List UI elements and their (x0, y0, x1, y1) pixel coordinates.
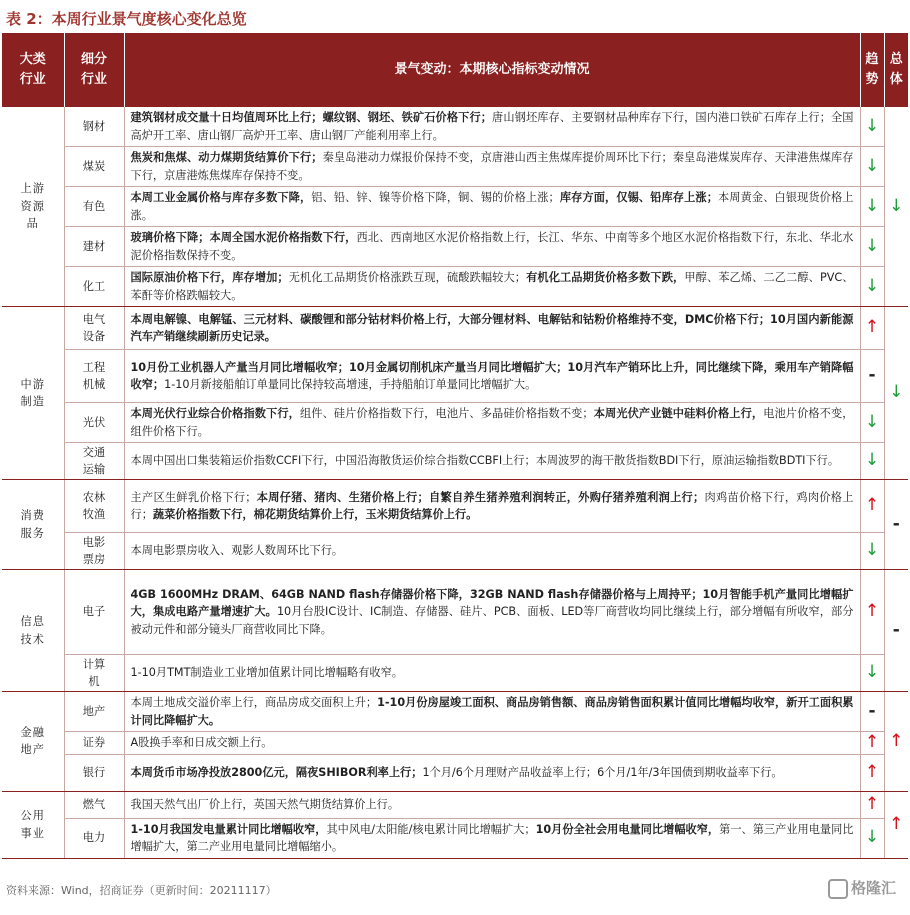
description-cell (124, 403, 860, 443)
body-text: 电池片价格不变，组件价格下行。 (130, 407, 854, 438)
arrow-up-icon: ↑ (864, 732, 880, 752)
highlight-text: 10月份工业机器人产量当月同比增幅收窄；10月金属切削机床产量当月同比增幅扩大；10月汽车产销环比上升，同比继续下降，乘用车产销降幅收窄； (130, 360, 854, 391)
category-cell: 公用 事业 (2, 791, 64, 858)
table-row (2, 655, 908, 692)
table-row (2, 754, 908, 791)
highlight-text: 焦炭和焦煤、动力煤期货结算价下行； (130, 151, 323, 164)
subcategory-cell: 燃气 (64, 791, 124, 818)
trend-cell (860, 791, 884, 818)
description-cell (124, 692, 860, 732)
arrow-down-icon: ↓ (864, 195, 880, 216)
header-trend: 趋 势 (860, 33, 884, 107)
description-cell (124, 818, 860, 858)
table-row (2, 570, 908, 655)
description-cell (124, 655, 860, 692)
trend-cell (860, 655, 884, 692)
total-cell (884, 480, 908, 570)
trend-cell (860, 533, 884, 570)
table-row (2, 480, 908, 533)
body-text: 1-10月TMT制造业工业增加值累计同比增幅略有收窄。 (130, 666, 403, 680)
arrow-down-icon: ↓ (864, 540, 880, 561)
highlight-text: 本周货币市场净投放2800亿元，隔夜SHIBOR利率上行； (130, 765, 423, 779)
dash-icon: - (868, 700, 876, 721)
trend-cell (860, 732, 884, 755)
table-row (2, 307, 908, 350)
body-text: 西北、西南地区水泥价格指数上行，长江、华东、中南等多个地区水泥价格指数下行，东北、华北水泥价格指数保持不变。 (130, 231, 854, 262)
body-text: 1-10月新接船舶订单量同比保持较高增速，手持船舶订单量同比增幅扩大。 (164, 378, 537, 391)
body-text: 铝、铅、锌、镍等价格下降，铜、锡的价格上涨； (311, 191, 560, 204)
highlight-text: 10月份全社会用电量同比增幅收窄， (535, 822, 720, 836)
description-cell (124, 533, 860, 570)
body-text: 本周土地成交溢价率上行，商品房成交面积上升； (130, 696, 378, 709)
table-row (2, 267, 908, 307)
subcategory-cell: 交通 运输 (64, 443, 124, 480)
category-cell: 消费 服务 (2, 480, 64, 570)
body-text: 主产区生鲜乳价格下行； (130, 490, 257, 504)
table-row (2, 107, 908, 147)
arrow-down-icon: ↓ (864, 450, 880, 471)
highlight-text: 本周光伏行业综合价格指数下行， (130, 407, 300, 420)
table-title: 表 2：本周行业景气度核心变化总览 (6, 10, 247, 28)
trend-cell (860, 147, 884, 187)
description-cell (124, 267, 860, 307)
industry-table (2, 33, 908, 859)
table-row (2, 732, 908, 755)
subcategory-cell: 电子 (64, 570, 124, 655)
table-row (2, 187, 908, 227)
description-cell (124, 350, 860, 403)
highlight-text: 1-10月我国发电量累计同比增幅收窄， (130, 822, 327, 836)
trend-cell (860, 443, 884, 480)
arrow-down-icon: ↓ (864, 235, 880, 256)
body-text: 唐山钢坯库存、主要钢材品种库存下行，国内港口铁矿石库存上行；全国高炉开工率、唐山钢厂高炉开工率、唐山钢厂产能利用率上行。 (130, 111, 854, 142)
total-cell (884, 570, 908, 692)
logo-icon (828, 879, 848, 899)
description-cell (124, 732, 860, 755)
body-text: 肉鸡苗价格下行，鸡肉价格上行； (130, 490, 854, 521)
description-cell (124, 791, 860, 818)
body-text: 本周黄金、白银现货价格上涨。 (130, 191, 854, 222)
trend-cell (860, 107, 884, 147)
arrow-down-icon: ↓ (864, 827, 880, 848)
table-row (2, 533, 908, 570)
category-cell: 上游 资源 品 (2, 107, 64, 307)
subcategory-cell: 煤炭 (64, 147, 124, 187)
category-cell: 中游 制造 (2, 307, 64, 480)
subcategory-cell: 地产 (64, 692, 124, 732)
arrow-up-icon: ↑ (889, 813, 904, 834)
body-text: 组件、硅片价格指数下行，电池片、多晶硅价格指数不变； (299, 407, 594, 420)
arrow-down-icon: ↓ (864, 411, 880, 432)
watermark-logo (828, 877, 896, 899)
subcategory-cell: 农林 牧渔 (64, 480, 124, 533)
arrow-up-icon: ↑ (864, 495, 880, 516)
body-text: 1个月/6个月理财产品收益率上行；6个月/1年/3年国债到期收益率下行。 (422, 765, 783, 779)
trend-cell (860, 692, 884, 732)
source-note: 资料来源：Wind，招商证券（更新时间：20211117） (6, 884, 277, 897)
highlight-text: 有机化工品期货价格多数下跌， (525, 271, 685, 284)
description-cell (124, 754, 860, 791)
body-text: 本周中国出口集装箱运价指数CCFI下行，中国沿海散货运价综合指数CCBFI上行；本周波罗的海干散货指数BDI下行，原油运输指数BDTI下行。 (130, 454, 840, 468)
subcategory-cell: 计算 机 (64, 655, 124, 692)
logo-text: 格隆汇 (850, 879, 896, 897)
table-body (2, 107, 908, 858)
arrow-down-icon: ↓ (864, 275, 880, 296)
trend-cell (860, 267, 884, 307)
highlight-text: 4GB 1600MHz DRAM、64GB NAND flash存储器价格下降，32GB NAND flash存储器价格与上周持平；10月智能手机产量同比增幅扩大，集成电路产量增速扩大。 (130, 587, 854, 619)
highlight-text: 自繁自养生猪养殖利润转正，外购仔猪养殖利润上行； (428, 490, 705, 504)
arrow-up-icon: ↑ (864, 601, 880, 622)
arrow-up-icon: ↑ (864, 793, 880, 814)
header-subcategory: 细分 行业 (64, 33, 124, 107)
highlight-text: 蔬菜价格指数下行，棉花期货结算价上行，玉米期货结算价上行。 (152, 508, 478, 521)
arrow-down-icon: ↓ (889, 382, 904, 403)
subcategory-cell: 工程 机械 (64, 350, 124, 403)
highlight-text: 本周仔猪、猪肉、生猪价格上行； (256, 490, 429, 504)
subcategory-cell: 电气 设备 (64, 307, 124, 350)
body-text: 秦皇岛港动力煤报价保持不变，京唐港山西主焦煤库提价周环比下行；秦皇岛港煤炭库存、天津港焦煤库存下行，京唐港炼焦煤库存保持不变。 (130, 151, 854, 182)
arrow-down-icon: ↓ (864, 662, 880, 683)
arrow-down-icon: ↓ (864, 155, 880, 176)
description-cell (124, 480, 860, 533)
highlight-text: 1-10月份房屋竣工面积、商品房销售额、商品房销售面积累计值同比增幅均收窄，新开工面积累计同比降幅扩大。 (130, 696, 854, 727)
dash-icon: - (892, 513, 900, 534)
category-cell: 信息 技术 (2, 570, 64, 692)
body-text: 其中风电/太阳能/核电累计同比增幅扩大； (326, 822, 536, 836)
description-cell (124, 147, 860, 187)
body-text: 无机化工品期货价格涨跌互现，硫酸跌幅较大； (288, 271, 526, 284)
subcategory-cell: 电影 票房 (64, 533, 124, 570)
total-cell (884, 107, 908, 307)
trend-cell (860, 570, 884, 655)
subcategory-cell: 有色 (64, 187, 124, 227)
arrow-up-icon: ↑ (864, 761, 880, 782)
description-cell (124, 570, 860, 655)
body-text: 本周电影票房收入、观影人数周环比下行。 (130, 544, 344, 558)
trend-cell (860, 350, 884, 403)
trend-cell (860, 307, 884, 350)
description-cell (124, 187, 860, 227)
subcategory-cell: 建材 (64, 227, 124, 267)
total-cell (884, 791, 908, 858)
trend-cell (860, 403, 884, 443)
table-row (2, 350, 908, 403)
trend-cell (860, 187, 884, 227)
header-description: 景气变动：本期核心指标变动情况 (124, 33, 860, 107)
arrow-down-icon: ↓ (889, 195, 904, 216)
body-text: 10月台股IC设计、IC制造、存储器、硅片、PCB、面板、LED等厂商营收均同比继续上行，部分增幅有所收窄，部分被动元件和部分镜头厂商营收同比下降。 (130, 605, 854, 636)
subcategory-cell: 化工 (64, 267, 124, 307)
trend-cell (860, 227, 884, 267)
subcategory-cell: 银行 (64, 754, 124, 791)
body-text: A股换手率和日成交额上行。 (130, 736, 273, 749)
description-cell (124, 227, 860, 267)
header-total: 总 体 (884, 33, 908, 107)
highlight-text: 建筑钢材成交量十日均值周环比上行；螺纹钢、钢坯、铁矿石价格下行； (130, 111, 492, 124)
description-cell (124, 443, 860, 480)
table-row (2, 443, 908, 480)
trend-cell (860, 818, 884, 858)
subcategory-cell: 证券 (64, 732, 124, 755)
dash-icon: - (868, 365, 876, 386)
subcategory-cell: 钢材 (64, 107, 124, 147)
table-row (2, 403, 908, 443)
table-header-row (2, 33, 908, 107)
total-cell (884, 307, 908, 480)
header-category: 大类 行业 (2, 33, 64, 107)
description-cell (124, 307, 860, 350)
trend-cell (860, 754, 884, 791)
table-row (2, 147, 908, 187)
table-row (2, 692, 908, 732)
highlight-text: 本周光伏产业链中硅料价格上行， (593, 407, 764, 420)
highlight-text: 玻璃价格下降；本周全国水泥价格指数下行， (130, 231, 357, 244)
subcategory-cell: 电力 (64, 818, 124, 858)
highlight-text: 国际原油价格下行，库存增加； (130, 271, 289, 284)
table-row (2, 227, 908, 267)
table-row (2, 818, 908, 858)
highlight-text: 库存方面，仅锡、铅库存上涨； (559, 191, 718, 204)
body-text: 我国天然气出厂价上行，英国天然气期货结算价上行。 (130, 797, 400, 811)
trend-cell (860, 480, 884, 533)
body-text: 第一、第三产业用电量同比增幅扩大，第二产业用电量同比增幅缩小。 (130, 822, 854, 853)
dash-icon: - (892, 619, 900, 640)
category-cell: 金融 地产 (2, 692, 64, 792)
arrow-down-icon: ↓ (864, 115, 880, 136)
highlight-text: 本周工业金属价格与库存多数下降， (130, 191, 312, 204)
table-row (2, 791, 908, 818)
total-cell (884, 692, 908, 792)
arrow-up-icon: ↑ (864, 317, 880, 338)
highlight-text: 本周电解镍、电解锰、三元材料、碳酸锂和部分钴材料价格上行，大部分锂材料、电解钴和钴粉价格维持不变，DMC价格下行；10月国内新能源汽车产销继续刷新历史记录。 (130, 312, 854, 343)
arrow-up-icon: ↑ (889, 730, 904, 751)
body-text: 甲醇、苯乙烯、二乙二醇、PVC、苯酐等价格跌幅较大。 (130, 271, 854, 302)
subcategory-cell: 光伏 (64, 403, 124, 443)
description-cell (124, 107, 860, 147)
